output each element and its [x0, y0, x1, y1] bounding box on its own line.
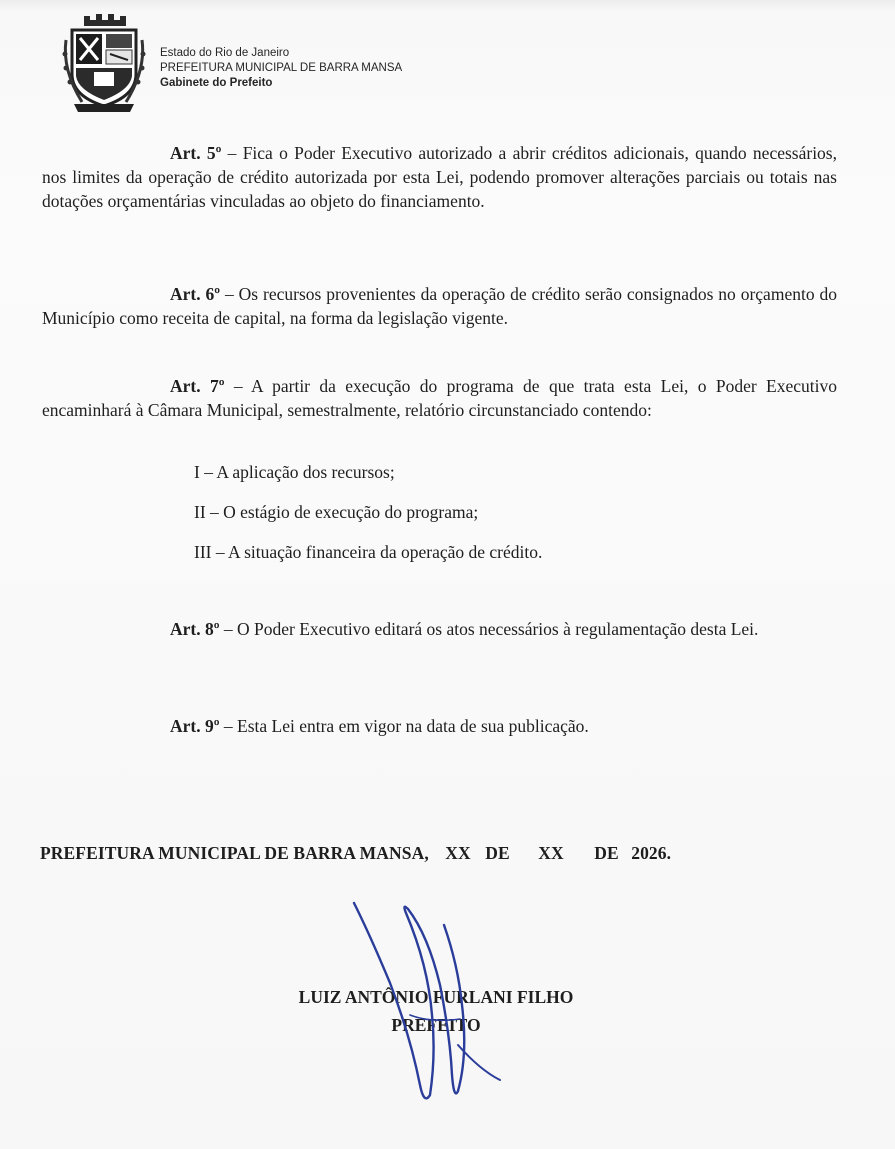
article-8-label: Art. 8º [170, 619, 220, 639]
state-line: Estado do Rio de Janeiro [160, 47, 290, 59]
closing-year: 2026. [631, 843, 672, 863]
closing-day: XX [445, 843, 471, 863]
handwritten-signature [340, 895, 510, 1110]
article-6 [42, 282, 837, 330]
article-6-label: Art. 6º [170, 284, 221, 304]
closing-date-line [40, 843, 671, 864]
article-7 [42, 374, 837, 422]
article-9-label: Art. 9º [170, 716, 220, 736]
closing-de-1: DE [485, 843, 510, 863]
coat-of-arms-logo [60, 10, 148, 116]
list-item: III – A situação financeira da operação de crédito. [194, 542, 543, 562]
article-5-label: Art. 5º [170, 143, 222, 163]
article-7-label: Art. 7º [170, 376, 225, 396]
closing-place: PREFEITURA MUNICIPAL DE BARRA MANSA, [40, 843, 429, 863]
article-8-text: – O Poder Executivo editará os atos necessários à regulamentação desta Lei. [219, 619, 759, 639]
article-7-text: – A partir da execução do programa de que trata esta Lei, o Poder Executivo encaminhará à Câmara Municipal, semestralmente, relatório circunstanciado contendo: [42, 376, 837, 420]
letterhead [160, 46, 402, 91]
article-9-text: – Esta Lei entra em vigor na data de sua publicação. [219, 716, 589, 736]
closing-de-2: DE [594, 843, 619, 863]
article-5-text: – Fica o Poder Executivo autorizado a abrir créditos adicionais, quando necessários, nos limites da operação de crédito autorizada por esta Lei, podendo promover alterações parciais ou totais nas dotações orçamentárias vinculadas ao objeto do financiamento. [42, 143, 837, 211]
prefecture-line: PREFEITURA MUNICIPAL DE BARRA MANSA [160, 62, 403, 74]
list-item: II – O estágio de execução do programa; [194, 502, 479, 522]
list-item: I – A aplicação dos recursos; [194, 462, 395, 482]
signatory-title: PREFEITO [391, 1015, 481, 1035]
signatory-name: LUIZ ANTÔNIO FURLANI FILHO [298, 987, 574, 1007]
article-5 [42, 141, 837, 213]
article-8 [42, 617, 837, 641]
article-9 [42, 714, 837, 738]
article-6-text: – Os recursos provenientes da operação de crédito serão consignados no orçamento do Município como receita de capital, na forma da legislação vigente. [42, 284, 837, 328]
office-line: Gabinete do Prefeito [160, 77, 273, 89]
closing-month: XX [538, 843, 564, 863]
